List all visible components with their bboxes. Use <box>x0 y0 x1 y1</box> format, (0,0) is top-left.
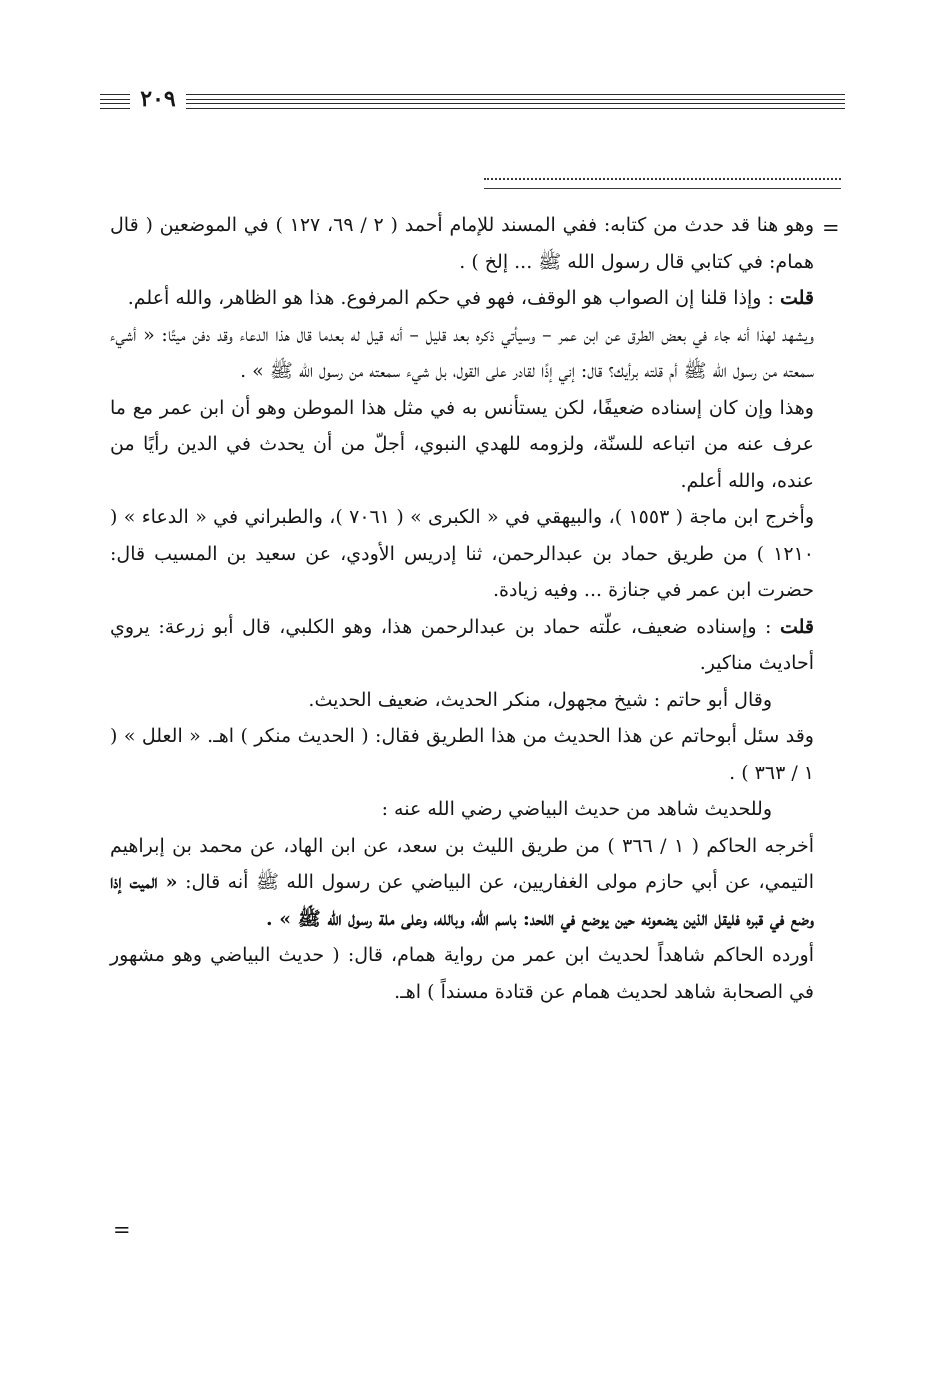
footnote-separator-dotted <box>484 178 841 180</box>
paragraph-3: ويشهد لهذا أنه جاء في بعض الطرق عن ابن عمر – وسيأتي ذكره بعد قليل – أنه قيل له بعدما قال هذا الدعاء وقد دفن ميتًا: « أشيء سمعته من رسول الله ﷺ أم قلته برأيك؟ قال: إني إذًا لقادر على القول، بل شيء سمعته من رسول الله ﷺ » . <box>110 323 814 382</box>
page-number: ٢٠٩ <box>140 86 176 112</box>
qult-label: قلت <box>779 287 814 309</box>
qult-label: قلت <box>779 615 814 638</box>
paragraph-2 <box>110 280 814 317</box>
paragraph-8: وقد سئل أبوحاتم عن هذا الحديث من هذا الطريق فقال: ( الحديث منكر ) اهـ. « العلل » ( ١ / ٣٦٣ ) . <box>110 725 814 784</box>
continuation-mark-bottom: = <box>113 1218 131 1242</box>
paragraph-1: وهو هنا قد حدث من كتابه: ففي المسند للإمام أحمد ( ٢ / ٦٩، ١٢٧ ) في الموضعين ( قال همام: في كتابي قال رسول الله ﷺ ... إلخ ) . <box>110 214 815 273</box>
paragraph-9: وللحديث شاهد من حديث البياضي رضي الله عنه : <box>381 798 772 820</box>
footnote-separator <box>484 188 841 189</box>
header-rule-right <box>186 94 845 112</box>
hadith-quote: « الميت إذا وضع في قبره فليقل الذين يضعونه حين يوضع في اللحد: باسم الله، وبالله، وعلى ملة رسول الله ﷺ » . <box>110 871 814 930</box>
paragraph-2-text: : وإذا قلنا إن الصواب هو الوقف، فهو في حكم المرفوع. هذا هو الظاهر، والله أعلم. <box>127 287 780 309</box>
footnote-body <box>110 207 814 1010</box>
continuation-mark-top: = <box>822 216 840 240</box>
paragraph-5: وأخرج ابن ماجة ( ١٥٥٣ )، والبيهقي في « الكبرى » ( ٧٠٦١ )، والطبراني في « الدعاء » ( ١٢١٠ ) من طريق حماد بن عبدالرحمن، ثنا إدريس الأودي، عن سعيد بن المسيب قال: حضرت ابن عمر في جنازة ... وفيه زيادة. <box>110 506 814 601</box>
paragraph-6 <box>110 609 814 682</box>
page-header <box>100 84 845 120</box>
header-rule-left <box>100 94 130 112</box>
paragraph-7: وقال أبو حاتم : شيخ مجهول، منكر الحديث، ضعيف الحديث. <box>308 688 772 711</box>
paragraph-10 <box>110 828 814 938</box>
paragraph-11: أورده الحاكم شاهداً لحديث ابن عمر من رواية همام، قال: ( حديث البياضي وهو مشهور في الصحابة شاهد لحديث همام عن قتادة مسنداً ) اهـ. <box>110 944 814 1003</box>
paragraph-10-text: أخرجه الحاكم ( ١ / ٣٦٦ ) من طريق الليث بن سعد، عن ابن الهاد، عن محمد بن إبراهيم التيمي، عن أبي حازم مولى الغفاريين، عن البياضي عن رسول الله ﷺ أنه قال: <box>110 834 814 893</box>
paragraph-6-text: : وإسناده ضعيف، علّته حماد بن عبدالرحمن هذا، وهو الكلبي، قال أبو زرعة: يروي أحاديث مناكير. <box>110 615 814 674</box>
paragraph-4: وهذا وإن كان إسناده ضعيفًا، لكن يستأنس به في مثل هذا الموطن وهو أن ابن عمر مع ما عرف عنه من اتباعه للسنّة، ولزومه للهدي النبوي، أجلّ من أن يحدث في الدين رأيًا من عنده، والله أعلم. <box>110 396 814 492</box>
